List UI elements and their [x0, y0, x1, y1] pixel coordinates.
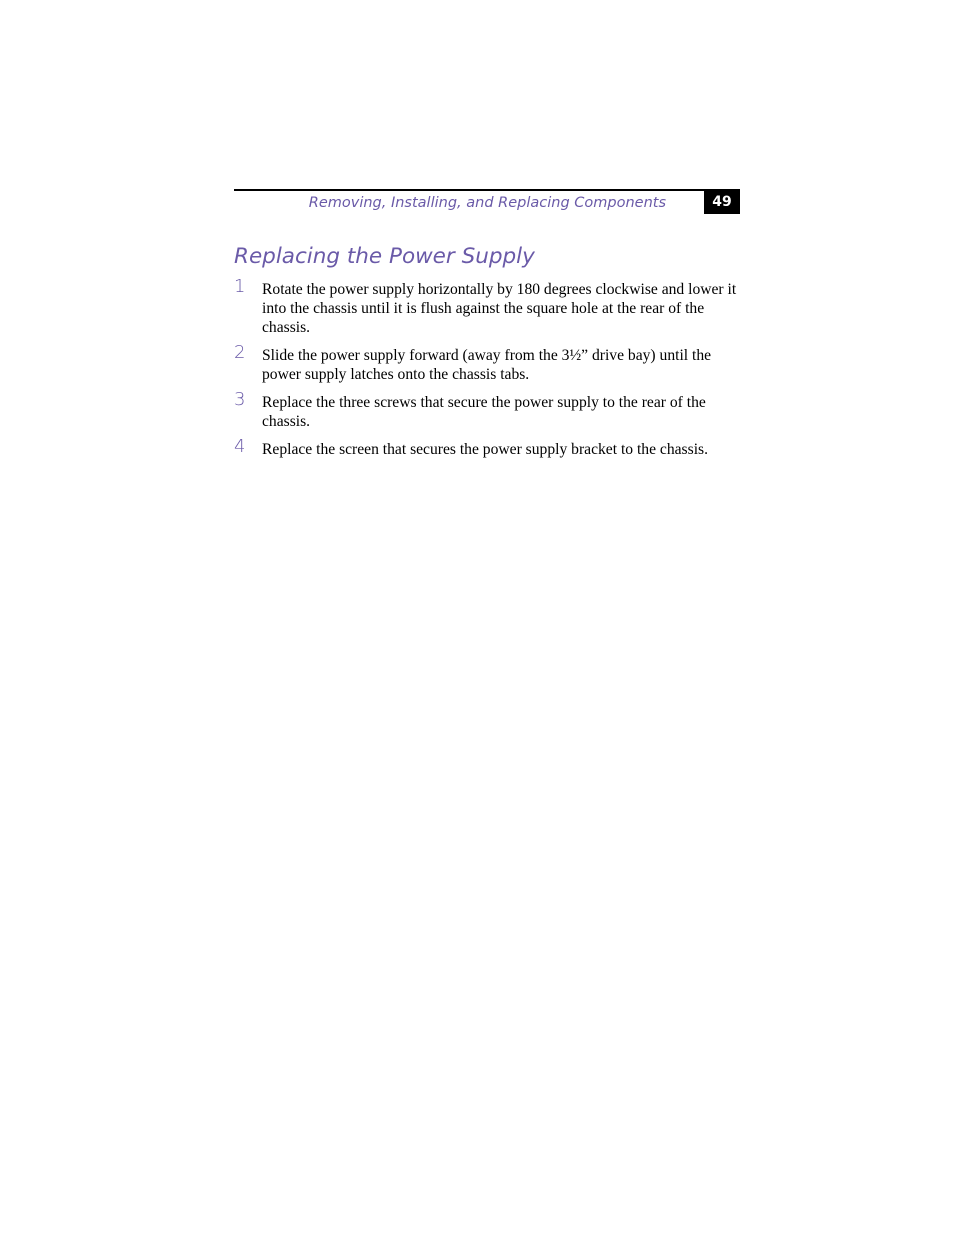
section-title: Replacing the Power Supply [234, 244, 535, 269]
step-number: 3 [234, 389, 246, 410]
step-text: Replace the three screws that secure the power supply to the rear of the chassis. [262, 394, 706, 430]
step-number: 4 [234, 436, 246, 457]
step-text: Rotate the power supply horizontally by 180 degrees clockwise and lower it into the chassis until it is flush against the square hole at the rear of the chassis. [262, 281, 737, 336]
step-list [234, 276, 740, 468]
running-header-title: Removing, Installing, and Replacing Components [308, 195, 666, 211]
header-rule [234, 189, 706, 191]
step-item [234, 436, 740, 459]
step-number: 1 [234, 276, 246, 297]
step-item [234, 276, 740, 337]
step-item [234, 342, 740, 384]
step-text: Slide the power supply forward (away from the 3½” drive bay) until the power supply latches onto the chassis tabs. [262, 347, 712, 383]
step-text: Replace the screen that secures the power supply bracket to the chassis. [262, 441, 708, 458]
page-number-badge [704, 189, 740, 214]
page-number: 49 [712, 193, 732, 210]
step-number: 2 [234, 342, 246, 363]
step-item [234, 389, 740, 431]
